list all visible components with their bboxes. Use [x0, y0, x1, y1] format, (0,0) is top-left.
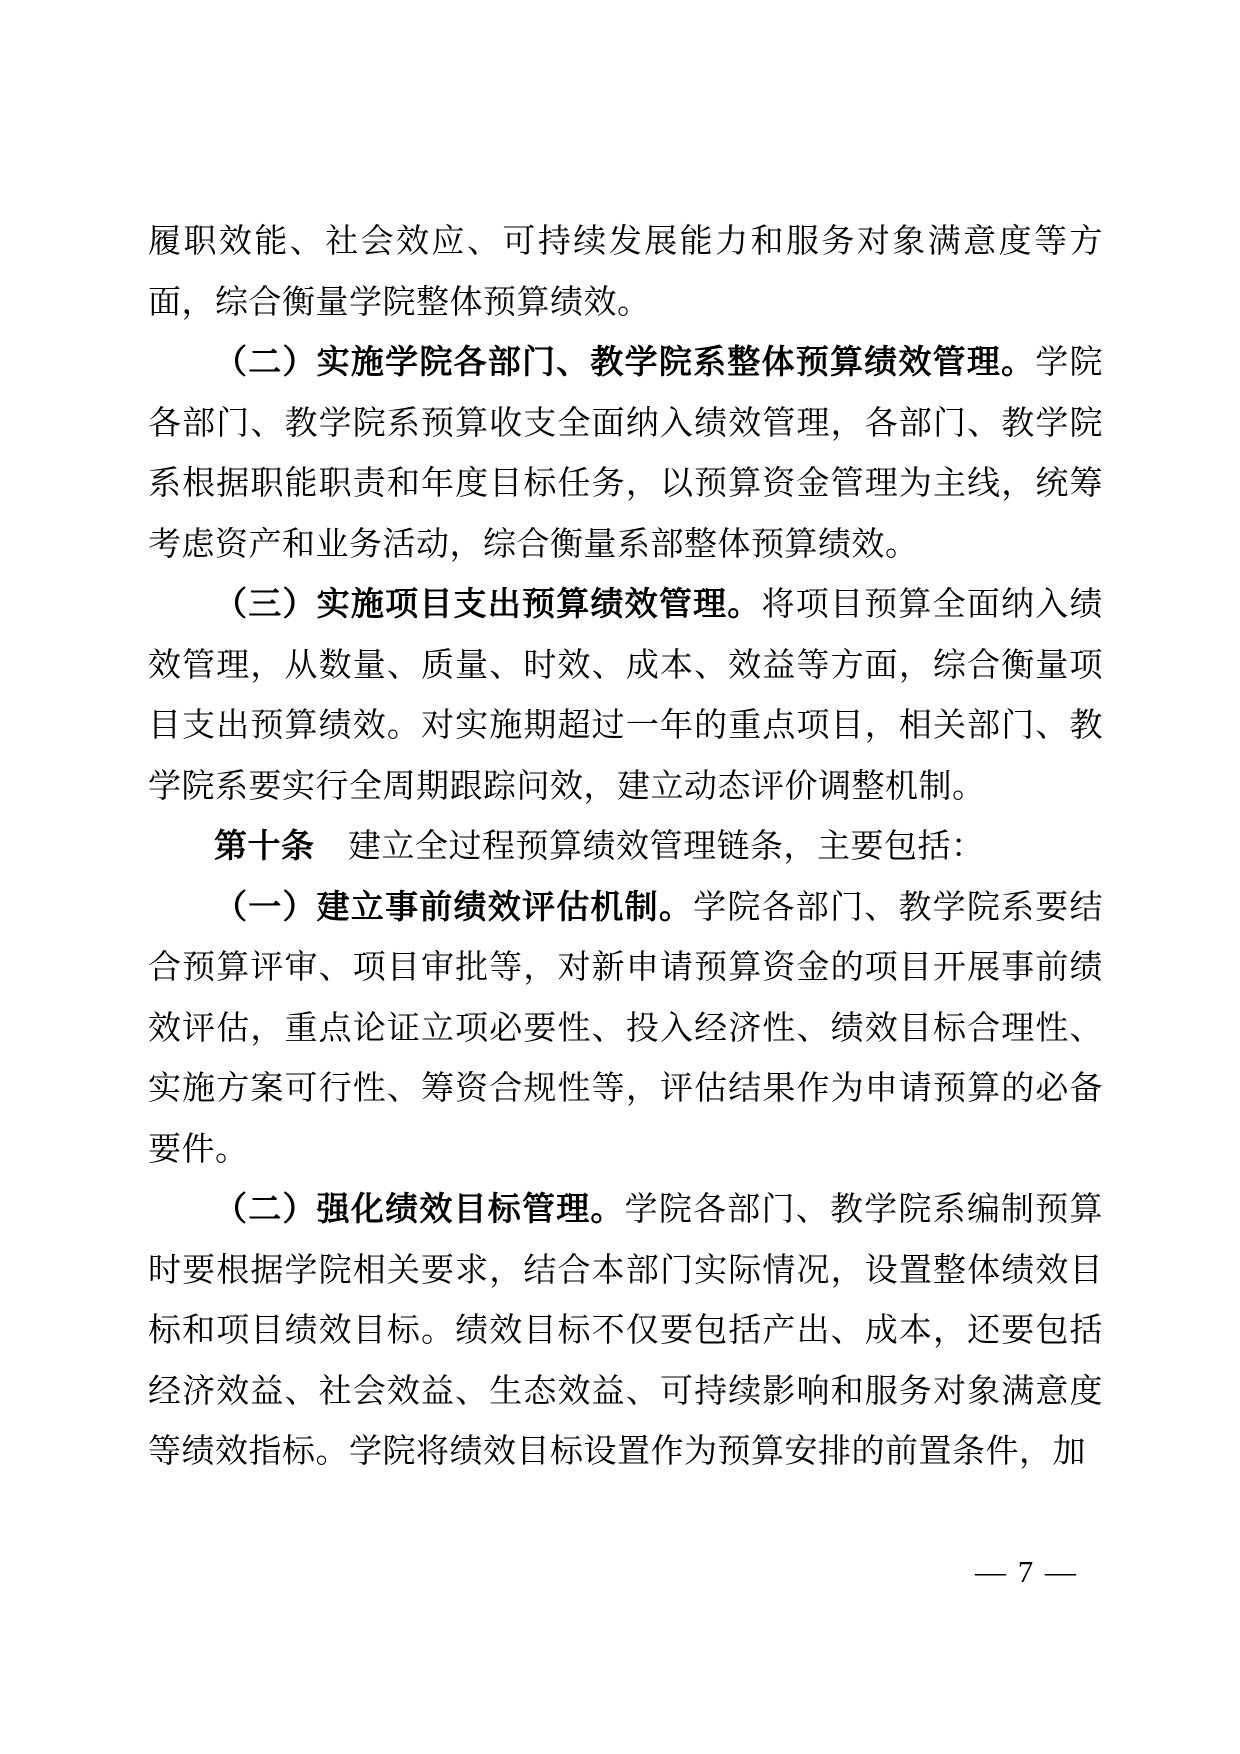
paragraph-lead: （一）建立事前绩效评估机制。 — [214, 889, 694, 926]
paragraph-text: 建立全过程预算绩效管理链条，主要包括： — [314, 829, 985, 865]
document-body — [148, 212, 1103, 1483]
paragraph-text: 学院各部门、教学院系要结合预算评审、项目审批等，对新申请预算资金的项目开展事前绩效评估，重点论证立项必要性、投入经济性、绩效目标合理性、实施方案可行性、筹资合规性等，评估结果作为申请预算的必备要件。 — [148, 889, 1104, 1168]
paragraph-text: 学院各部门、教学院系编制预算时要根据学院相关要求，结合本部门实际情况，设置整体绩效目标和项目绩效目标。绩效目标不仅要包括产出、成本，还要包括经济效益、社会效益、生态效益、可持续影响和服务对象满意度等绩效指标。学院将绩效目标设置作为预算安排的前置条件，加 — [148, 1192, 1104, 1470]
paragraph-lead: （二）强化绩效目标管理。 — [214, 1192, 625, 1228]
paragraph-lead: 第十条 — [214, 829, 315, 865]
paragraph — [148, 1180, 1103, 1483]
paragraph-text: 将项目预算全面纳入绩效管理，从数量、质量、时效、成本、效益等方面，综合衡量项目支出预算绩效。对实施期超过一年的重点项目，相关部门、教学院系要实行全周期跟踪问效，建立动态评价调整机制。 — [148, 587, 1104, 805]
paragraph — [148, 817, 1103, 878]
paragraph-lead: （二）实施学院各部门、教学院系整体预算绩效管理。 — [214, 345, 1036, 381]
paragraph-lead: （三）实施项目支出预算绩效管理。 — [214, 587, 762, 623]
paragraph-text: 履职效能、社会效应、可持续发展能力和服务对象满意度等方面，综合衡量学院整体预算绩效。 — [148, 224, 1103, 321]
paragraph — [148, 333, 1103, 575]
paragraph — [148, 212, 1103, 333]
page-number: — 7 — — [975, 1554, 1078, 1589]
paragraph-text: 学院各部门、教学院系预算收支全面纳入绩效管理，各部门、教学院系根据职能职责和年度目标任务，以预算资金管理为主线，统筹考虑资产和业务活动，综合衡量系部整体预算绩效。 — [148, 345, 1104, 563]
paragraph — [148, 878, 1103, 1181]
paragraph — [148, 575, 1103, 817]
